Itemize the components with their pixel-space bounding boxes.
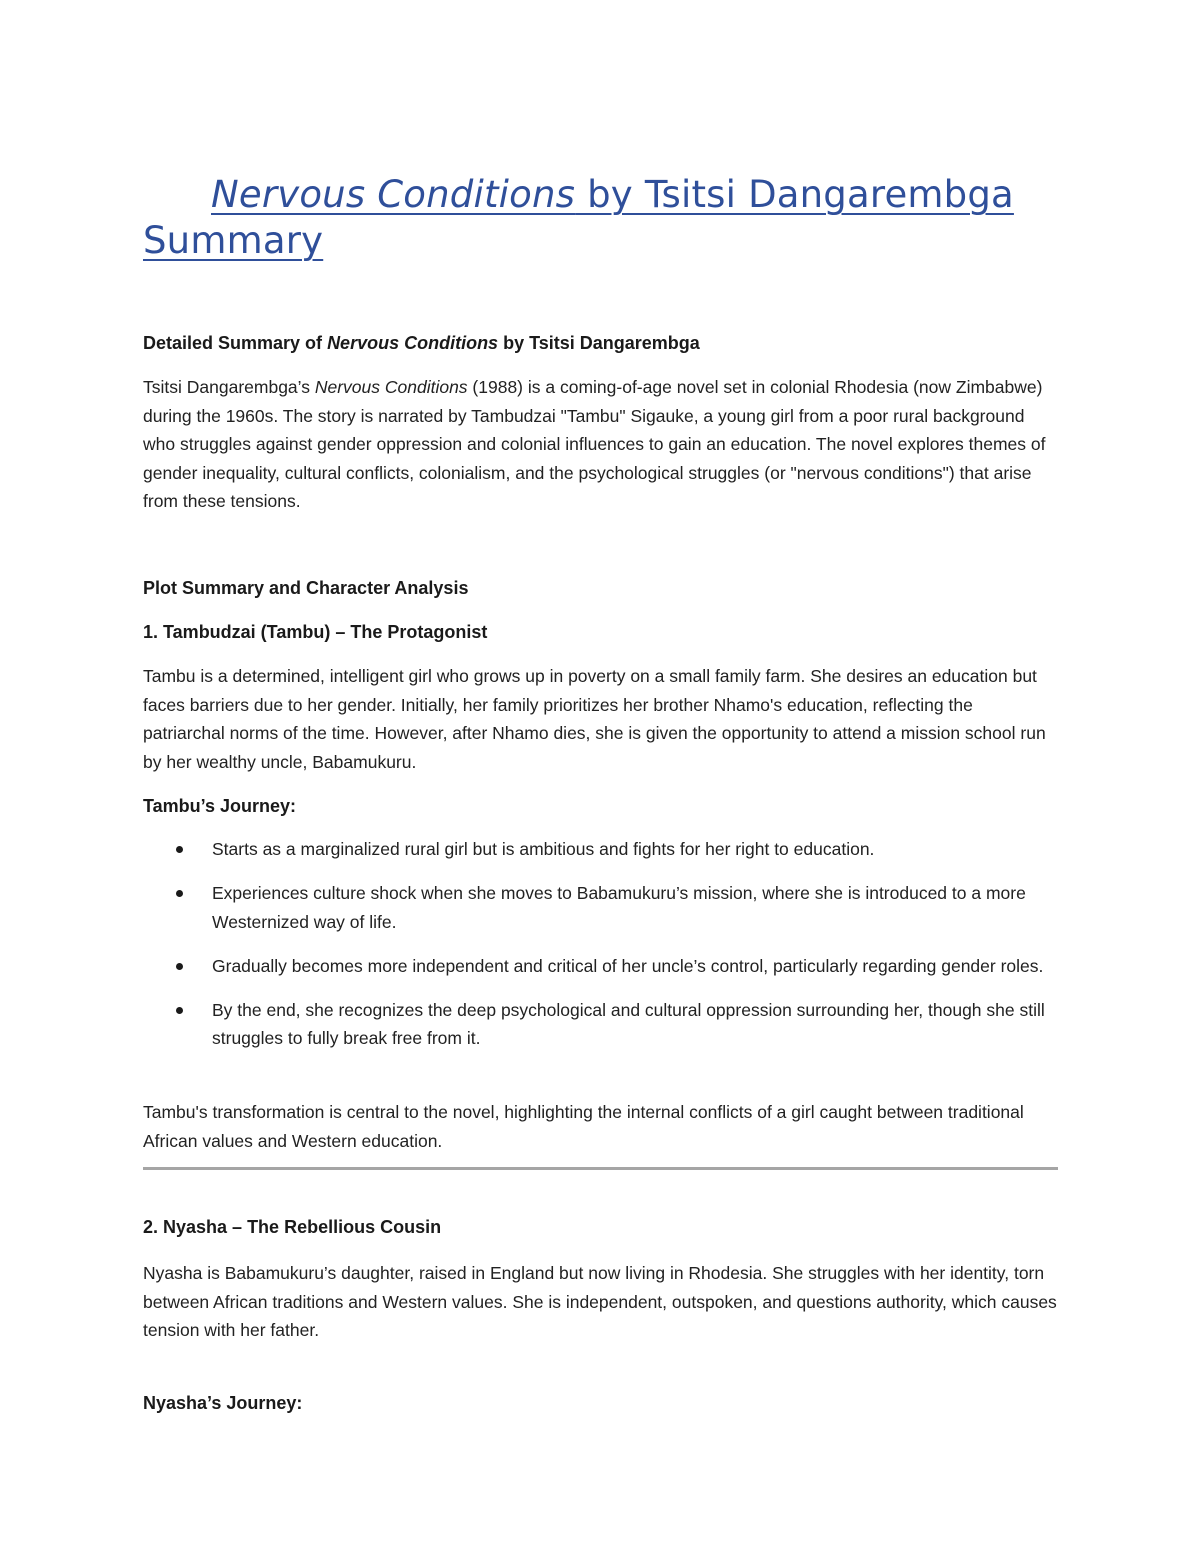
bullet-icon [176, 963, 183, 970]
title-rest: by Tsitsi Dangarembga Summary [143, 173, 1014, 262]
intro-book-name: Nervous Conditions [314, 377, 468, 397]
list-item [143, 952, 1058, 981]
section-tambu-paragraph: Tambu is a determined, intelligent girl who grows up in poverty on a small family farm. She desires an education but faces barriers due to her gender. Initially, her family prioritizes her brother Nhamo's education, reflecting the patriarchal norms of the time. However, after Nhamo dies, she is given the opportunity to attend a mission school run by her wealthy uncle, Babamukuru. [143, 666, 1046, 772]
plot-summary-heading: Plot Summary and Character Analysis [143, 578, 469, 598]
nyasha-journey-heading: Nyasha’s Journey: [143, 1393, 303, 1413]
section-nyasha-heading: 2. Nyasha – The Rebellious Cousin [143, 1217, 442, 1237]
list-item [143, 879, 1058, 936]
intro-paragraph [143, 373, 1058, 516]
main-heading-prefix: Detailed Summary of [143, 333, 328, 353]
intro-prefix: Tsitsi Dangarembga’s [143, 377, 315, 397]
list-item [143, 835, 1058, 864]
bullet-icon [176, 1007, 183, 1014]
list-item-text: Experiences culture shock when she moves to Babamukuru’s mission, where she is introduced to a more Westernized way of life. [212, 883, 1026, 932]
list-item-text: Starts as a marginalized rural girl but is ambitious and fights for her right to education. [212, 839, 875, 859]
section-nyasha-paragraph: Nyasha is Babamukuru’s daughter, raised in England but now living in Rhodesia. She struggles with her identity, torn between African traditions and Western values. She is independent, outspoken, and questions authority, which causes tension with her father. [143, 1263, 1057, 1341]
bullet-icon [176, 890, 183, 897]
bullet-icon [176, 846, 183, 853]
list-item [143, 996, 1058, 1053]
tambu-journey-heading: Tambu’s Journey: [143, 796, 297, 816]
section-tambu-heading: 1. Tambudzai (Tambu) – The Protagonist [143, 622, 488, 642]
document-title [143, 172, 1058, 264]
main-heading [143, 330, 700, 356]
horizontal-divider [143, 1167, 1058, 1170]
list-item-text: By the end, she recognizes the deep psychological and cultural oppression surrounding her, though she still struggles to fully break free from it. [212, 999, 1045, 1049]
title-book-name: Nervous Conditions [211, 173, 576, 216]
intro-body: (1988) is a coming-of-age novel set in colonial Rhodesia (now Zimbabwe) during the 1960s. The story is narrated by Tambudzai "Tambu" Sigauke, a young girl from a poor rural background who struggles against gender oppression and colonial influences to gain an education. The novel explores themes of gender inequality, cultural conflicts, colonialism, and the psychological struggles (or "nervous conditions") that arise from these tensions. [143, 377, 1046, 512]
main-heading-suffix: by Tsitsi Dangarembga [498, 333, 700, 353]
main-heading-book-name: Nervous Conditions [327, 333, 499, 353]
section-tambu-conclusion: Tambu's transformation is central to the novel, highlighting the internal conflicts of a girl caught between traditional African values and Western education. [143, 1102, 1024, 1151]
list-item-text: Gradually becomes more independent and critical of her uncle’s control, particularly regarding gender roles. [212, 955, 1044, 976]
tambu-journey-list [143, 835, 1058, 1069]
